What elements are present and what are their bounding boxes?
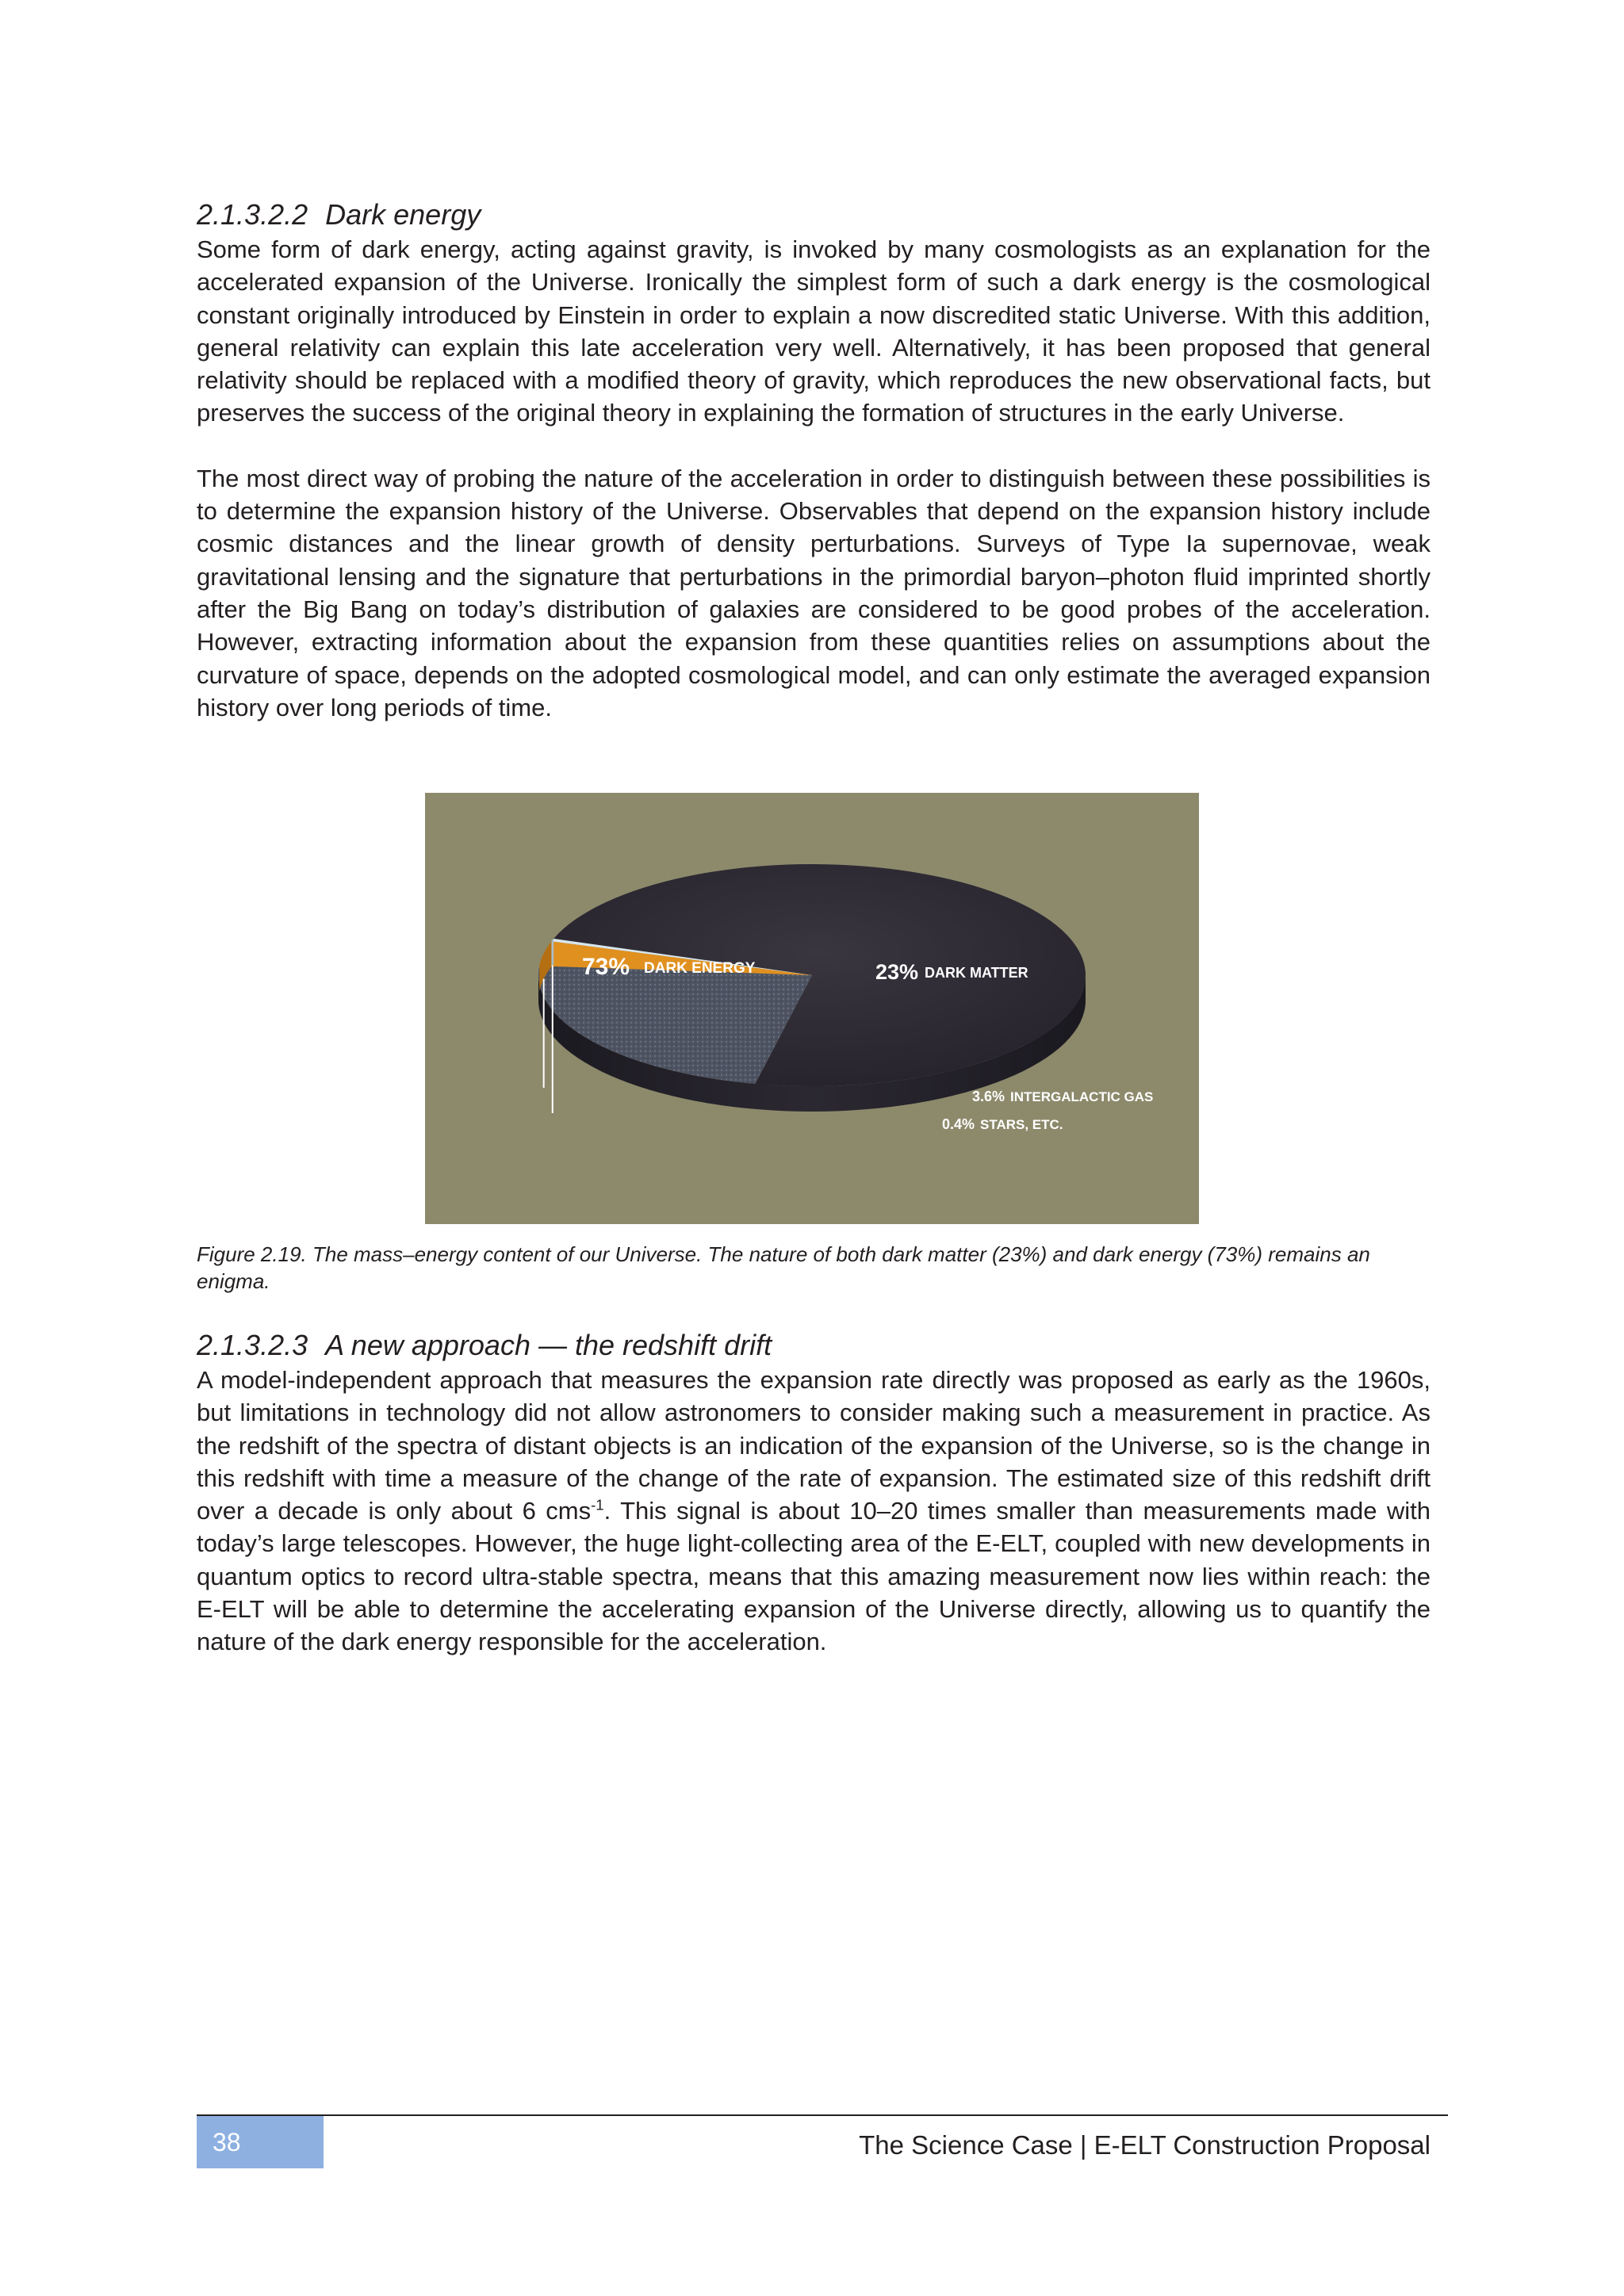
pie-chart-figure <box>425 793 1199 1224</box>
figure-caption: Figure 2.19. The mass–energy content of our Universe. The nature of both dark matter (23%) and dark energy (73%) remains an enigma. <box>197 1242 1370 1293</box>
superscript: -1 <box>591 1496 604 1513</box>
dark-energy-text-label: DARK ENERGY <box>644 960 756 977</box>
section-heading <box>197 197 1431 233</box>
stars-pct-label: 0.4% <box>942 1116 975 1132</box>
section-title: A new approach — the redshift drift <box>325 1329 772 1361</box>
dark-matter-pct-label: 23% <box>875 960 919 984</box>
page-number: 38 <box>213 2128 241 2156</box>
paragraph-text: A model-independent approach that measures the expansion rate directly was proposed as early as the 1960s, but limitations in technology did not allow astronomers to consider making such a measurement in practice. As the redshift of the spectra of distant objects is an indication of the expansion of the Universe, so is the change in this redshift with time a measure of the change of the rate of expansion. The estimated size of this redshift drift over a decade is only about 6 cms <box>197 1366 1431 1525</box>
footer-rule <box>197 2114 1448 2116</box>
section-dark-energy <box>197 197 1431 724</box>
dark-matter-text-label: DARK MATTER <box>925 965 1028 981</box>
section-title: Dark energy <box>325 198 481 231</box>
stars-slice-side <box>551 939 553 966</box>
section-number: 2.1.3.2.3 <box>197 1329 308 1361</box>
figure-caption-block <box>197 1241 1431 1295</box>
body-paragraph <box>197 1364 1431 1659</box>
stars-text-label: STARS, ETC. <box>980 1117 1063 1132</box>
paragraph-text: . This signal is about 10–20 times smaller than measurements made with today’s large telescopes. However, the huge light-collecting area of the E-ELT, coupled with new developments in quantum optics to record ultra-stable spectra, means that this amazing measurement now lies within reach: the E-ELT will be able to determine the accelerating expansion of the Universe directly, allowing us to quantify the nature of the dark energy responsible for the acceleration. <box>197 1497 1431 1656</box>
section-heading <box>197 1327 1431 1364</box>
gas-pct-label: 3.6% <box>972 1089 1005 1104</box>
body-paragraph: The most direct way of probing the nature of the acceleration in order to distinguish between these possibilities is to determine the expansion history of the Universe. Observables that depend on the expansion history include cosmic distances and the linear growth of density perturbations. Surveys of Type Ia supernovae, weak gravitational lensing and the signature that perturbations in the primordial baryon–photon fluid imprinted shortly after the Big Bang on today’s distribution of galaxies are considered to be good probes of the acceleration. However, extracting information about the expansion from these quantities relies on assumptions about the curvature of space, depends on the adopted cosmological model, and can only estimate the averaged expansion history over long periods of time. <box>197 464 1431 721</box>
dark-energy-pct-label: 73% <box>582 954 630 980</box>
body-paragraph: Some form of dark energy, acting against gravity, is invoked by many cosmologists as an explanation for the accelerated expansion of the Universe. Ironically the simplest form of such a dark energy is the cosmological constant originally introduced by Einstein in order to explain a now discredited static Universe. With this addition, general relativity can explain this late acceleration very well. Alternatively, it has been proposed that general relativity should be replaced with a modified theory of gravity, which reproduces the new observational facts, but preserves the success of the original theory in explaining the formation of structures in the early Universe. <box>197 235 1431 427</box>
footer-title: The Science Case | E-ELT Construction Proposal <box>859 2130 1431 2160</box>
section-redshift-drift <box>197 1327 1431 1659</box>
section-number: 2.1.3.2.2 <box>197 198 308 231</box>
page-number-box <box>197 2116 324 2168</box>
gas-text-label: INTERGALACTIC GAS <box>1010 1089 1154 1104</box>
